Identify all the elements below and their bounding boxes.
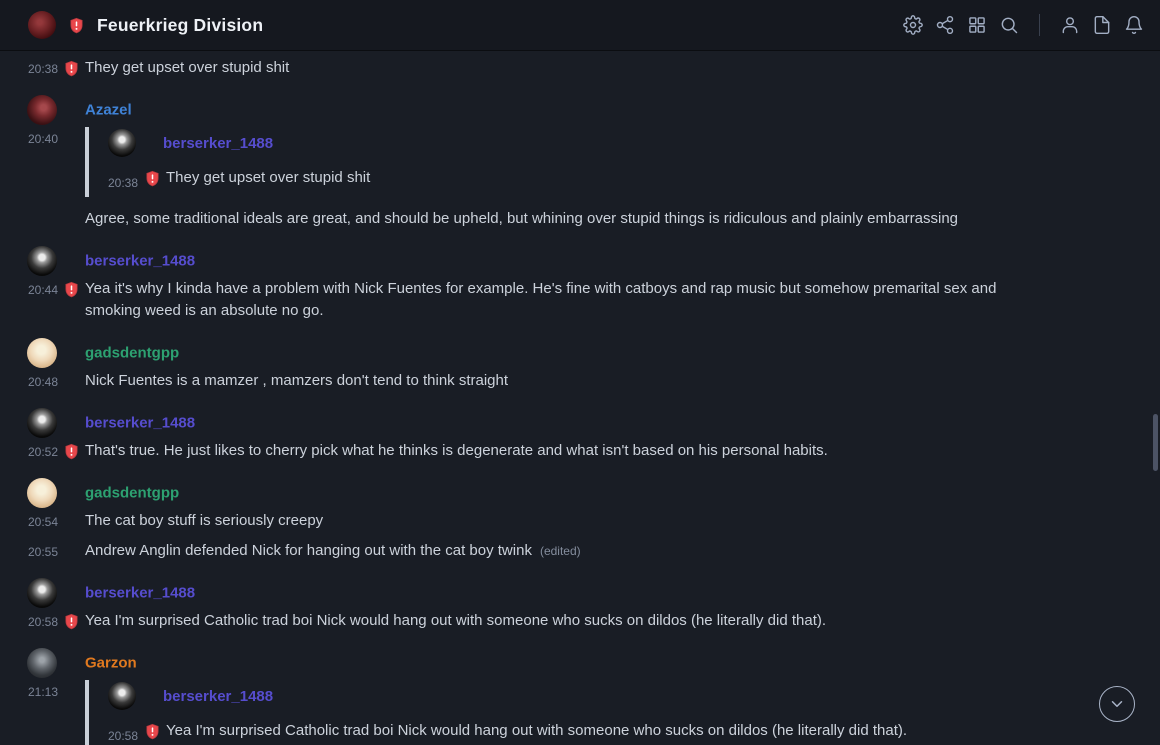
message-row bbox=[0, 680, 1160, 745]
timestamp: 20:58 bbox=[28, 615, 59, 629]
quoted-username[interactable]: berserker_1488 bbox=[163, 688, 274, 705]
quoted-message[interactable] bbox=[85, 680, 1015, 745]
message-text: That's true. He just likes to cherry pick what he thinks is degenerate and what isn't based on his personal habits. bbox=[85, 442, 828, 459]
message-content bbox=[85, 680, 1015, 745]
message-row bbox=[0, 57, 1160, 79]
message-row bbox=[0, 278, 1160, 322]
username[interactable]: gadsdentgpp bbox=[85, 344, 180, 362]
timestamp: 21:13 bbox=[28, 685, 59, 699]
timestamp: 20:48 bbox=[28, 375, 59, 389]
message-row bbox=[0, 510, 1160, 532]
header-actions bbox=[902, 14, 1145, 36]
username[interactable]: Azazel bbox=[85, 101, 132, 119]
message-text: They get upset over stupid shit bbox=[85, 59, 290, 76]
message-group-header bbox=[0, 578, 1160, 608]
message-row bbox=[0, 440, 1160, 462]
message-content bbox=[85, 510, 1015, 532]
user-avatar[interactable] bbox=[27, 246, 57, 276]
username[interactable]: berserker_1488 bbox=[85, 584, 196, 602]
notifications-icon[interactable] bbox=[1123, 14, 1145, 36]
message-text: Yea I'm surprised Catholic trad boi Nick would hang out with someone who sucks on dildos (he literally did that). bbox=[85, 612, 827, 629]
flagged-icon bbox=[64, 613, 79, 630]
timestamp: 20:38 bbox=[28, 62, 59, 76]
flagged-icon bbox=[145, 170, 160, 187]
user-avatar[interactable] bbox=[27, 95, 57, 125]
message-group-header bbox=[0, 95, 1160, 125]
message-group-header bbox=[0, 648, 1160, 678]
message-row bbox=[0, 610, 1160, 632]
document-icon[interactable] bbox=[1091, 14, 1113, 36]
quoted-message-row bbox=[108, 167, 1015, 189]
message-group-header bbox=[0, 246, 1160, 276]
quoted-timestamp: 20:38 bbox=[108, 176, 139, 190]
chevron-down-icon bbox=[1108, 695, 1126, 713]
timestamp: 20:54 bbox=[28, 515, 59, 529]
message-group bbox=[0, 408, 1160, 462]
message-text: Yea it's why I kinda have a problem with Nick Fuentes for example. He's fine with catboys and rap music but somehow premarital sex and smoking weed is an absolute no go. bbox=[85, 280, 997, 319]
message-group bbox=[0, 95, 1160, 230]
channel-flagged-icon bbox=[69, 17, 84, 34]
user-avatar[interactable] bbox=[27, 578, 57, 608]
timestamp: 20:40 bbox=[28, 132, 59, 146]
quoted-timestamp: 20:58 bbox=[108, 729, 139, 743]
search-icon[interactable] bbox=[998, 14, 1020, 36]
message-text: Agree, some traditional ideals are great, and should be upheld, but whining over stupid things is ridiculous and plainly embarrassing bbox=[85, 210, 959, 227]
message-content bbox=[85, 540, 1015, 562]
quoted-message[interactable] bbox=[85, 127, 1015, 197]
message-group bbox=[0, 648, 1160, 745]
quoted-message-header bbox=[108, 129, 1015, 163]
quoted-message-row bbox=[108, 720, 1015, 742]
message-text: The cat boy stuff is seriously creepy bbox=[85, 512, 324, 529]
timestamp: 20:44 bbox=[28, 283, 59, 297]
message-content bbox=[85, 278, 1015, 322]
quoted-message-header bbox=[108, 682, 1015, 716]
channel-title: Feuerkrieg Division bbox=[97, 14, 264, 35]
message-row bbox=[0, 370, 1160, 392]
profile-icon[interactable] bbox=[1059, 14, 1081, 36]
flagged-icon bbox=[64, 281, 79, 298]
quoted-username[interactable]: berserker_1488 bbox=[163, 135, 274, 152]
channel-avatar[interactable] bbox=[28, 11, 56, 39]
apps-grid-icon[interactable] bbox=[966, 14, 988, 36]
message-content bbox=[85, 610, 1015, 632]
quoted-message-text: They get upset over stupid shit bbox=[166, 169, 371, 186]
username[interactable]: gadsdentgpp bbox=[85, 484, 180, 502]
message-row bbox=[0, 127, 1160, 230]
message-group-header bbox=[0, 478, 1160, 508]
message-content bbox=[85, 127, 1015, 230]
message-list bbox=[0, 51, 1160, 745]
message-group bbox=[0, 338, 1160, 392]
scrollbar-thumb[interactable] bbox=[1153, 414, 1158, 471]
message-group bbox=[0, 578, 1160, 632]
message-group-header bbox=[0, 338, 1160, 368]
settings-icon[interactable] bbox=[902, 14, 924, 36]
quoted-user-avatar[interactable] bbox=[108, 129, 136, 157]
message-content bbox=[85, 440, 1015, 462]
message-group bbox=[0, 478, 1160, 562]
message-content bbox=[85, 57, 1015, 79]
message-group-header bbox=[0, 408, 1160, 438]
username[interactable]: berserker_1488 bbox=[85, 414, 196, 432]
edited-label: (edited) bbox=[539, 544, 581, 558]
share-icon[interactable] bbox=[934, 14, 956, 36]
message-content bbox=[85, 370, 1015, 392]
channel-header bbox=[0, 0, 1160, 51]
user-avatar[interactable] bbox=[27, 408, 57, 438]
username[interactable]: berserker_1488 bbox=[85, 252, 196, 270]
flagged-icon bbox=[64, 60, 79, 77]
user-avatar[interactable] bbox=[27, 478, 57, 508]
message-row bbox=[0, 540, 1160, 562]
quoted-message-text: Yea I'm surprised Catholic trad boi Nick would hang out with someone who sucks on dildos (he literally did that). bbox=[166, 722, 908, 739]
flagged-icon bbox=[64, 443, 79, 460]
quoted-user-avatar[interactable] bbox=[108, 682, 136, 710]
user-avatar[interactable] bbox=[27, 648, 57, 678]
timestamp: 20:55 bbox=[28, 545, 59, 559]
flagged-icon bbox=[145, 723, 160, 740]
username[interactable]: Garzon bbox=[85, 654, 137, 672]
message-text: Andrew Anglin defended Nick for hanging out with the cat boy twink bbox=[85, 542, 532, 559]
message-text: Nick Fuentes is a mamzer , mamzers don't tend to think straight bbox=[85, 372, 509, 389]
message-group bbox=[0, 57, 1160, 79]
header-divider bbox=[1039, 14, 1040, 36]
scroll-to-bottom-button[interactable] bbox=[1099, 686, 1135, 722]
timestamp: 20:52 bbox=[28, 445, 59, 459]
message-group bbox=[0, 246, 1160, 322]
user-avatar[interactable] bbox=[27, 338, 57, 368]
